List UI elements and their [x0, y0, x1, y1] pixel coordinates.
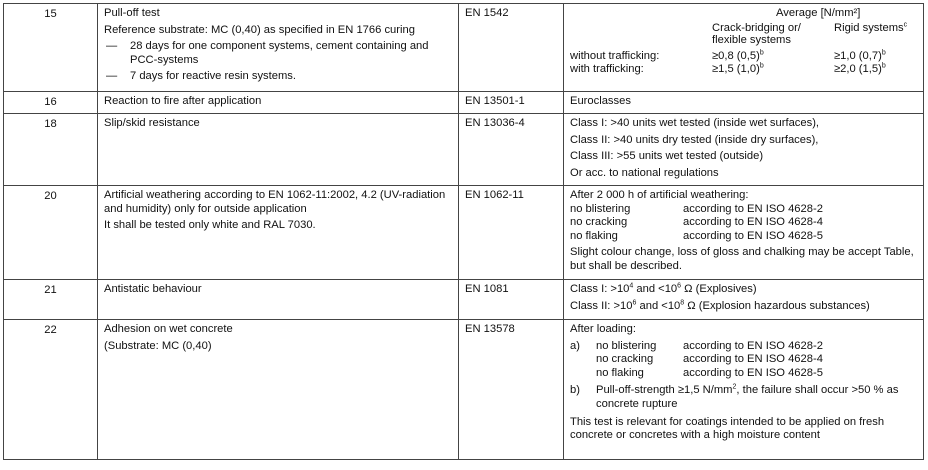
req-line: Or acc. to national regulations: [570, 166, 719, 179]
property-cell: [98, 186, 459, 280]
req-note: Slight colour change, loss of gloss and chalking may be accept Table, but shall be described.: [570, 246, 914, 272]
requirement-cell: [564, 114, 924, 186]
method-cell: EN 1062-11: [459, 186, 564, 280]
req-line: Class I: >40 units wet tested (inside wet surfaces),: [570, 117, 820, 129]
property-cell: Reaction to fire after application: [98, 92, 459, 114]
property-cell: Slip/skid resistance: [98, 114, 459, 186]
property-text: (Substrate: MC (0,40): [104, 339, 212, 352]
property-text: Reference substrate: MC (0,40) as specified in EN 1766 curing: [104, 23, 415, 36]
method-cell: EN 1081: [459, 280, 564, 320]
table-row: [4, 280, 924, 320]
req-line: Class I: $>10^4$ and $<10^6$ Ω (Explosives): [570, 282, 757, 295]
method-cell: EN 13578: [459, 320, 564, 460]
req-note: This test is relevant for coatings intended to be applied on fresh concrete or concretes with a high moisture content: [570, 415, 885, 442]
requirement-cell: [564, 320, 924, 460]
req-item: no blistering according to EN ISO 4628-2: [570, 202, 823, 215]
req-line: with trafficking: ≥1,5 $(1,0)^b$ ≥2,0 $(1,5)^b$: [570, 62, 886, 76]
req-item: no flaking according to EN ISO 4628-5: [596, 366, 823, 379]
table-row: [4, 186, 924, 280]
req-item-b: b) Pull-off-strength ≥1,5 $N/mm^2$, the failure shall occur >50 % as concrete rupture: [570, 383, 899, 410]
method-cell: EN 13036-4: [459, 114, 564, 186]
property-text: Artificial weathering according to EN 1062-11:2002, 4.2 (UV-radiation and humidity) only for outside application: [104, 189, 446, 215]
req-line: Class II: $>10^6$ and $<10^8$ Ω (Explosion hazardous substances): [570, 298, 870, 312]
property-cell: [98, 4, 459, 92]
req-item: no flaking according to EN ISO 4628-5: [570, 229, 823, 242]
method-cell: EN 13501-1: [459, 92, 564, 114]
row-number: 15: [4, 4, 98, 92]
row-number: 20: [4, 186, 98, 280]
req-item: no blistering according to EN ISO 4628-2: [596, 339, 823, 352]
req-item: no cracking according to EN ISO 4628-4: [596, 353, 823, 366]
req-line: without trafficking: ≥0,8 $(0,5)^b$ ≥1,0 $(0,7)^b$: [570, 48, 886, 62]
property-text: It shall be tested only white and RAL 7030.: [104, 219, 316, 232]
req-line: Class III: >55 units wet tested (outside): [570, 150, 764, 163]
property-cell: [98, 320, 459, 460]
property-text: Pull-off test: [104, 7, 160, 19]
requirement-cell: [564, 280, 924, 320]
dash-item: — 28 days for one component systems, cement containing and PCC-systems: [106, 40, 429, 66]
req-item-a: a) no blistering according to EN ISO 4628-2 no cracking according to EN ISO 4628-4 no flaking according to EN ISO 4628-5: [570, 339, 823, 379]
average-title: Average [N/mm²]: [776, 7, 861, 19]
req-intro: After 2 000 h of artificial weathering:: [570, 189, 749, 201]
req-line: Class II: >40 units dry tested (inside dry surfaces),: [570, 133, 819, 146]
table-row: [4, 114, 924, 186]
table-row: [4, 4, 924, 92]
method-cell: EN 1542: [459, 4, 564, 92]
row-number: 21: [4, 280, 98, 320]
property-cell: Antistatic behaviour: [98, 280, 459, 320]
table-row: [4, 320, 924, 460]
row-number: 16: [4, 92, 98, 114]
table-row: [4, 92, 924, 114]
col-header-rigid: Rigid systems$^c$: [834, 20, 908, 34]
requirement-cell: [564, 186, 924, 280]
dash-item: — 7 days for reactive resin systems.: [106, 70, 297, 83]
col-header-flexible: Crack-bridging or/ flexible systems: [712, 21, 801, 47]
requirement-cell: Euroclasses: [564, 92, 924, 114]
row-number: 22: [4, 320, 98, 460]
property-text: Adhesion on wet concrete: [104, 323, 233, 335]
row-number: 18: [4, 114, 98, 186]
requirement-cell: [564, 4, 924, 92]
requirements-table: [3, 3, 924, 460]
req-item: no cracking according to EN ISO 4628-4: [570, 216, 823, 229]
req-intro: After loading:: [570, 323, 636, 335]
